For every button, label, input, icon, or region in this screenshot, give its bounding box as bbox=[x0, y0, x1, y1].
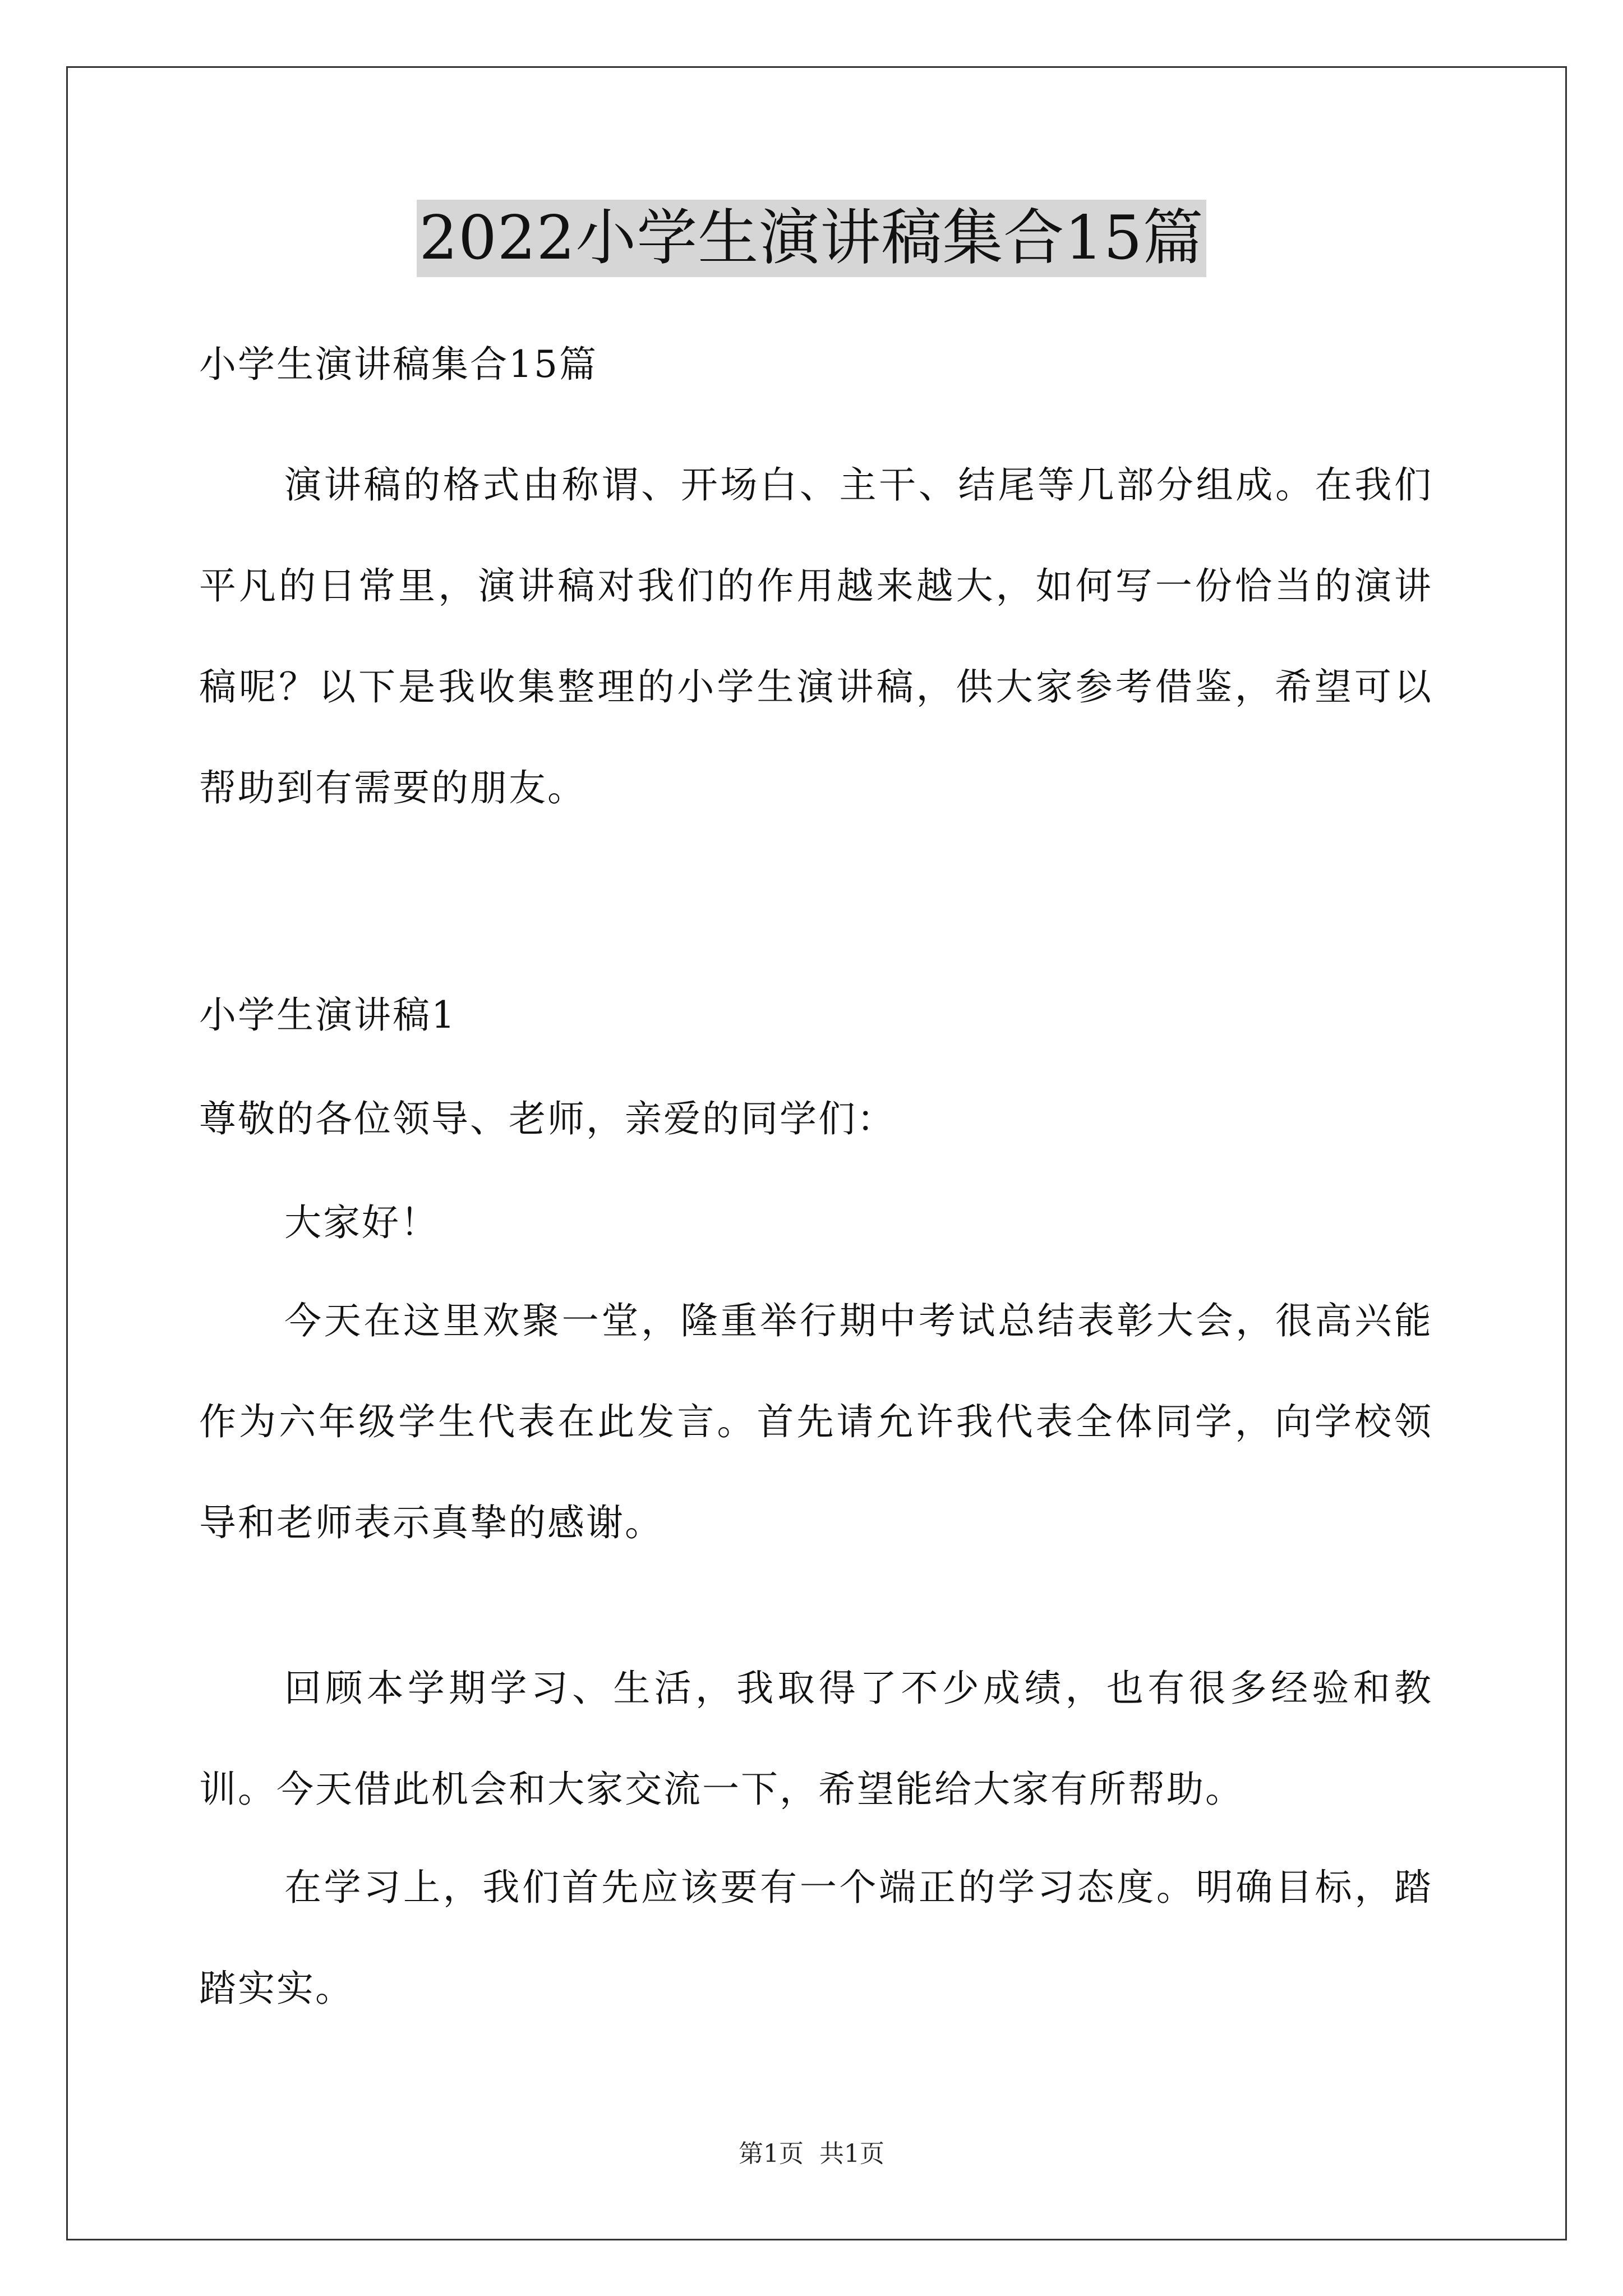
page-footer bbox=[0, 2137, 1623, 2171]
salutation-paragraph: 尊敬的各位领导、老师，亲爱的同学们： bbox=[199, 1097, 896, 1140]
intro-paragraph: 演讲稿的格式由称谓、开场白、主干、结尾等几部分组成。在我们平凡的日常里，演讲稿对我们的作用越来越大，如何写一份恰当的演讲稿呢？以下是我收集整理的小学生演讲稿，供大家参考借鉴，希望可以帮助到有需要的朋友。 bbox=[199, 463, 1433, 809]
greeting-paragraph: 大家好！ bbox=[284, 1201, 439, 1244]
body-paragraph-1: 今天在这里欢聚一堂，隆重举行期中考试总结表彰大会，很高兴能作为六年级学生代表在此发言。首先请允许我代表全体同学，向学校领导和老师表示真挚的感谢。 bbox=[199, 1299, 1433, 1544]
page-total: 共1页 bbox=[819, 2139, 884, 2168]
subtitle-paragraph: 小学生演讲稿集合15篇 bbox=[199, 343, 598, 386]
body-paragraph-3: 在学习上，我们首先应该要有一个端正的学习态度。明确目标，踏踏实实。 bbox=[199, 1866, 1433, 2010]
title-container bbox=[0, 200, 1623, 277]
document-title: 2022小学生演讲稿集合15篇 bbox=[417, 200, 1206, 277]
page-number: 第1页 bbox=[739, 2139, 804, 2168]
section-heading: 小学生演讲稿1 bbox=[199, 993, 457, 1037]
body-paragraph-2: 回顾本学期学习、生活，我取得了不少成绩，也有很多经验和教训。今天借此机会和大家交流一下，希望能给大家有所帮助。 bbox=[199, 1667, 1433, 1811]
